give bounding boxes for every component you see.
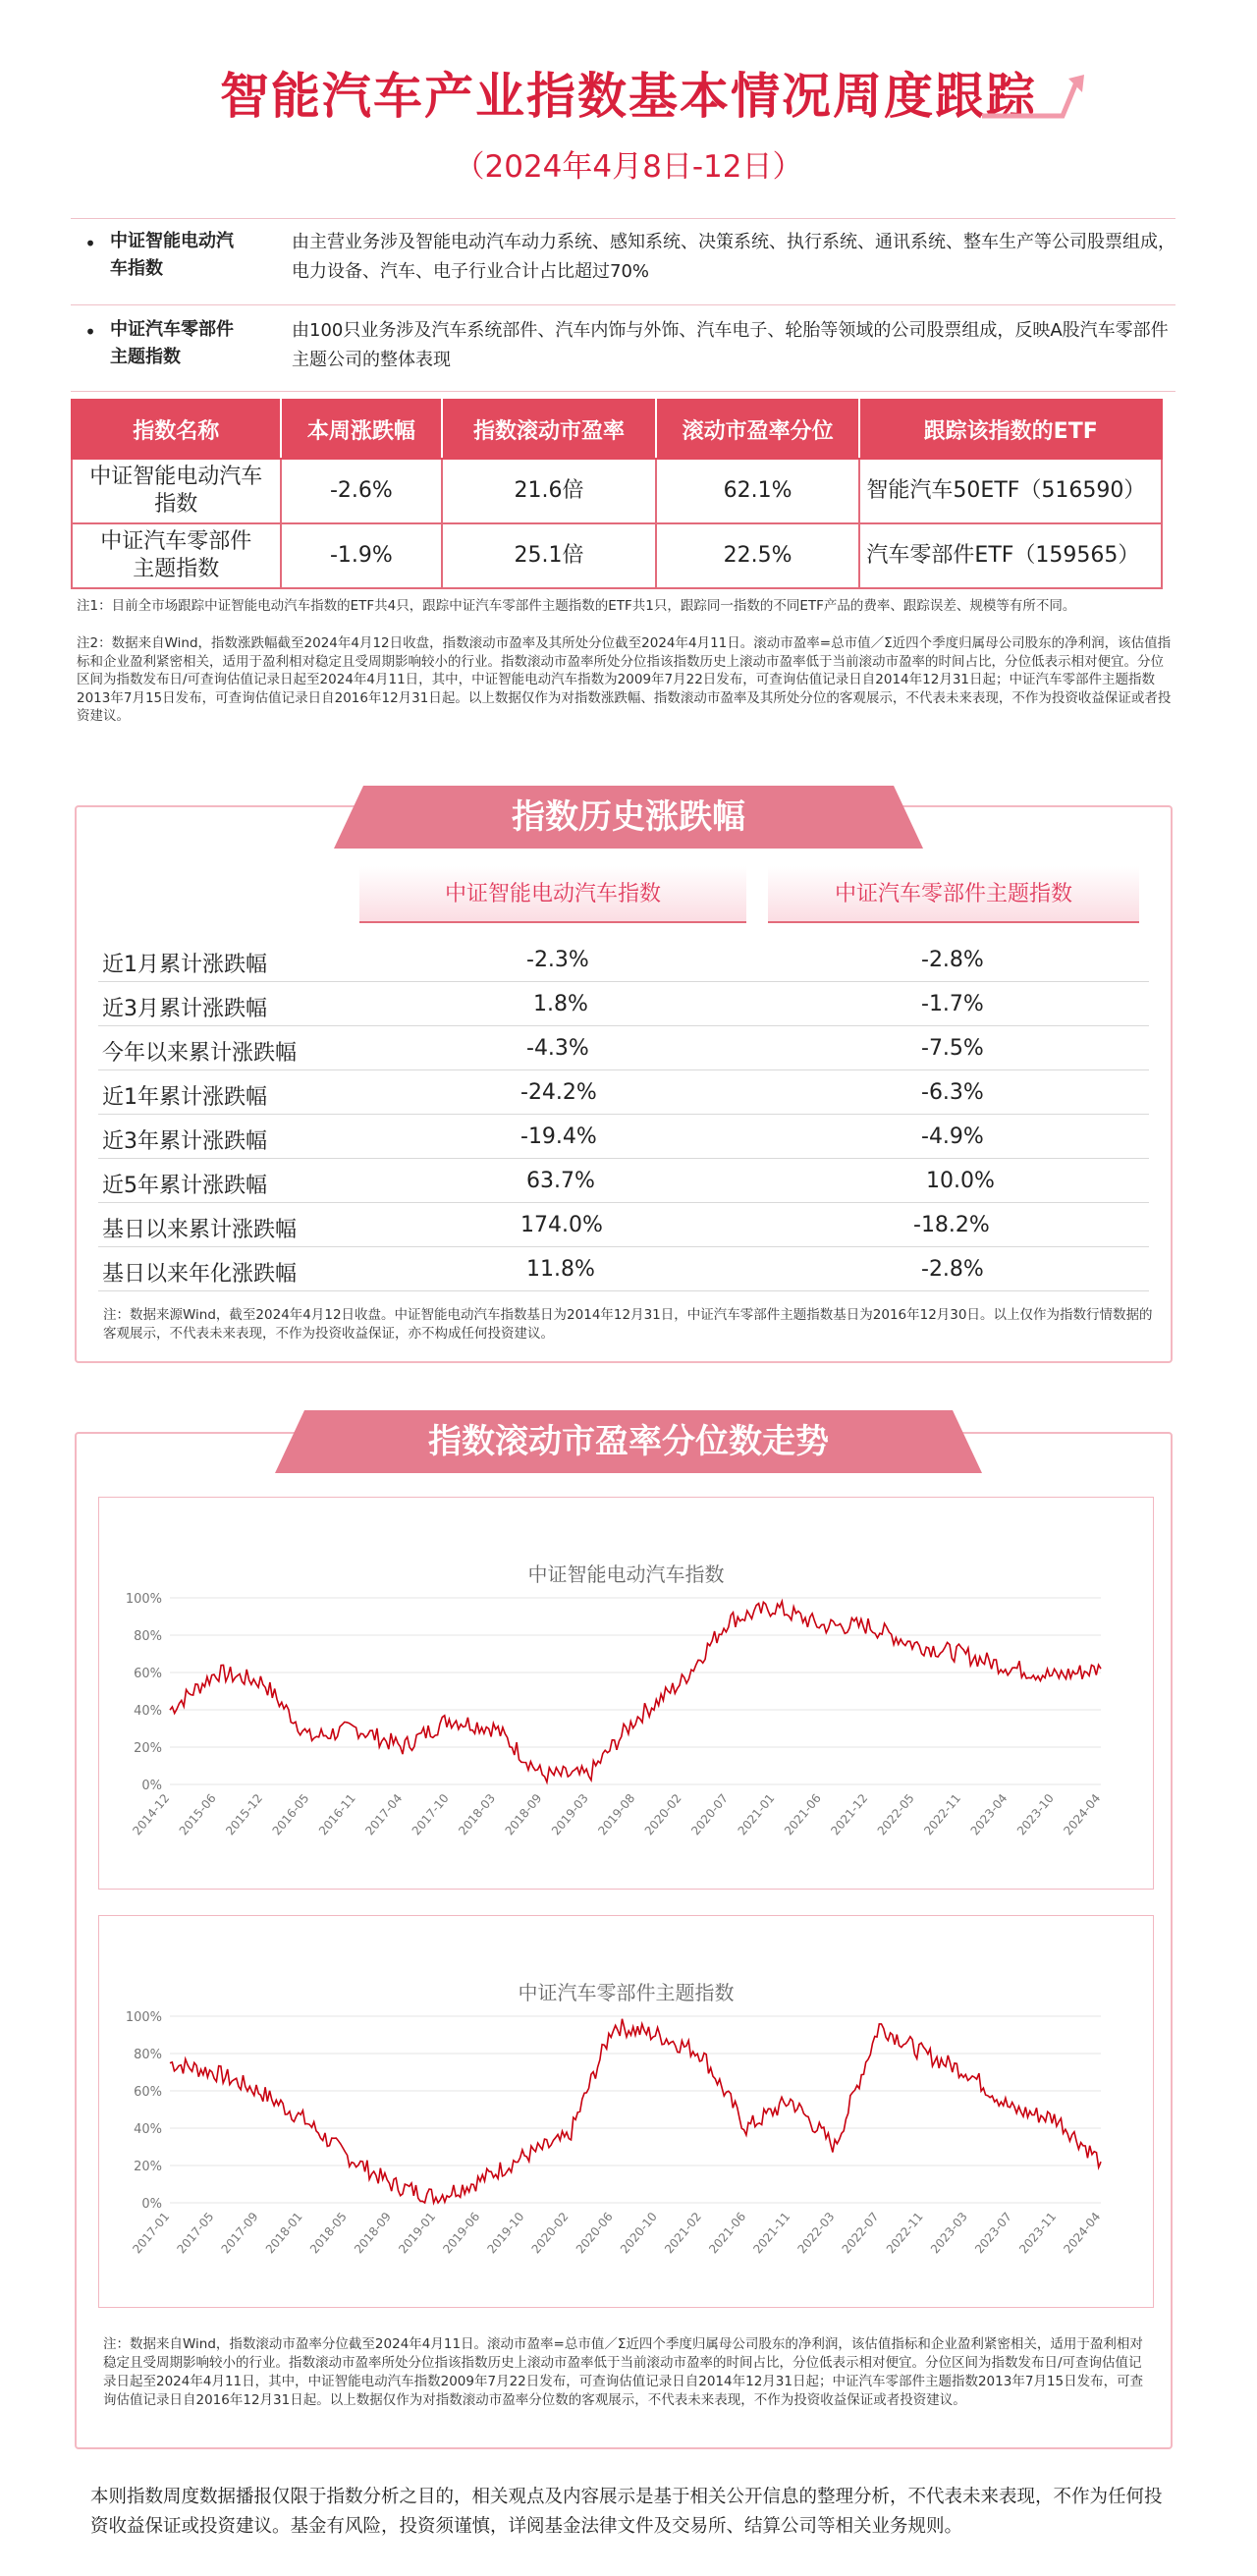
parts-value: -2.8% <box>921 1257 984 1282</box>
history-row <box>98 1115 1149 1159</box>
history-row <box>98 1159 1149 1203</box>
index-name: 中证汽车零部件 <box>110 319 234 340</box>
page-title: 智能汽车产业指数基本情况周度跟踪 <box>220 68 1037 125</box>
x-tick-label: 2024-04 <box>1061 1790 1104 1838</box>
y-tick-label: 40% <box>134 2122 162 2137</box>
x-tick-label: 2018-09 <box>502 1790 545 1838</box>
y-tick-label: 0% <box>141 2197 162 2212</box>
x-tick-label: 2019-10 <box>484 2209 527 2257</box>
pe-cell: 25.1倍 <box>442 523 656 588</box>
row-label: 近5年累计涨跌幅 <box>102 1174 267 1198</box>
pe-note: 注：数据来自Wind，指数滚动市盈率分位截至2024年4月11日。滚动市盈率=总市值／Σ近四个季度归属母公司股东的净利润，该估值指标和企业盈利紧密相关，适用于盈利相对稳定且受周期影响较小的行业。指数滚动市盈率所处分位指该指数历史上滚动市盈率低于当前滚动市盈率的时间占比，分位低表示相对便宜。分位区间为指数发布日/可查询估值记录日起至2024年4月11日，其中，中证智能电动汽车指数2009年7月22日发布，可查询估值记录日自2014年12月31日起；中证汽车零部件主题指数2013年7月15日发布，可查询估值记录日自2016年12月31日起。以上数据仅作为对指数滚动市盈率分位数的客观展示，不代表未来表现，不作为投资收益保证或者投资建议。 <box>103 2336 1144 2408</box>
chart-ev-pe-svg <box>99 1498 1155 1891</box>
table-row <box>72 523 1162 588</box>
y-tick-label: 20% <box>134 1741 162 1756</box>
table-row <box>72 459 1162 523</box>
divider <box>71 304 1175 305</box>
row-label: 今年以来累计涨跌幅 <box>102 1041 298 1066</box>
x-tick-label: 2022-07 <box>839 2209 882 2257</box>
divider <box>71 391 1175 392</box>
cell-text: 主题指数 <box>133 557 220 581</box>
cell-text: 中证汽车零部件 <box>100 529 252 554</box>
cell-text: 中证智能电动汽车 <box>89 465 263 489</box>
x-tick-label: 2015-12 <box>223 1790 266 1838</box>
note-1: 注1：目前全市场跟踪中证智能电动汽车指数的ETF共4只，跟踪中证汽车零部件主题指数的ETF共1只，跟踪同一指数的不同ETF产品的费率、跟踪误差、规模等有所不同。 <box>77 598 1076 614</box>
series-line <box>170 1602 1101 1782</box>
title-arrow-decoration <box>982 69 1090 128</box>
parts-value: -1.7% <box>921 992 984 1016</box>
index-name: 中证智能电动汽 <box>110 231 234 251</box>
x-tick-label: 2018-05 <box>306 2209 350 2257</box>
x-tick-label: 2021-06 <box>781 1790 824 1838</box>
chart-parts-pe-svg <box>99 1916 1155 2309</box>
index-name-cell <box>72 459 281 523</box>
x-tick-label: 2017-04 <box>362 1790 406 1838</box>
x-tick-label: 2020-02 <box>641 1790 684 1838</box>
chart-parts-pe <box>98 1915 1154 2308</box>
ev-value: -19.4% <box>520 1124 597 1149</box>
x-tick-label: 2021-11 <box>750 2209 793 2257</box>
x-tick-label: 2021-02 <box>662 2209 705 2257</box>
column-header: 跟踪该指数的ETF <box>859 400 1162 459</box>
x-tick-label: 2022-03 <box>794 2209 838 2257</box>
x-tick-label: 2017-10 <box>409 1790 452 1838</box>
bullet: • <box>84 232 96 255</box>
x-tick-label: 2019-01 <box>396 2209 439 2257</box>
page-subtitle: （2024年4月8日-12日） <box>454 149 803 185</box>
column-header: 滚动市盈率分位 <box>656 400 860 459</box>
index-name: 车指数 <box>110 258 163 279</box>
cell-text: 指数 <box>154 492 198 517</box>
row-label: 近3月累计涨跌幅 <box>102 997 267 1021</box>
index-name: 主题指数 <box>110 347 181 367</box>
pe-banner-title: 指数滚动市盈率分位数走势 <box>428 1422 829 1461</box>
ev-value: -2.3% <box>526 948 589 972</box>
x-tick-label: 2020-02 <box>528 2209 572 2257</box>
bullet: • <box>84 320 96 344</box>
ev-value: -4.3% <box>526 1036 589 1061</box>
ev-value: 63.7% <box>526 1169 595 1193</box>
history-row <box>98 1026 1149 1070</box>
row-label: 近3年累计涨跌幅 <box>102 1129 267 1154</box>
ev-value: 1.8% <box>533 992 588 1016</box>
parts-value: -4.9% <box>921 1124 984 1149</box>
history-col-header: 中证智能电动汽车指数 <box>359 866 746 923</box>
y-tick-label: 100% <box>125 2010 162 2025</box>
x-tick-label: 2017-09 <box>218 2209 261 2257</box>
row-label: 近1月累计涨跌幅 <box>102 953 267 977</box>
x-tick-label: 2020-07 <box>688 1790 732 1838</box>
y-tick-label: 80% <box>134 1629 162 1644</box>
y-tick-label: 60% <box>134 1667 162 1681</box>
x-tick-label: 2023-03 <box>927 2209 970 2257</box>
x-tick-label: 2018-03 <box>456 1790 499 1838</box>
divider <box>71 218 1175 219</box>
x-tick-label: 2015-06 <box>176 1790 219 1838</box>
y-tick-label: 100% <box>125 1592 162 1607</box>
x-tick-label: 2022-11 <box>883 2209 926 2257</box>
y-tick-label: 0% <box>141 1779 162 1793</box>
index-description-parts <box>71 316 1175 375</box>
history-row <box>98 982 1149 1026</box>
pe-percentile-cell: 62.1% <box>656 459 860 523</box>
x-tick-label: 2023-11 <box>1016 2209 1060 2257</box>
x-tick-label: 2020-06 <box>573 2209 616 2257</box>
x-tick-label: 2016-11 <box>315 1790 358 1838</box>
parts-value: -7.5% <box>921 1036 984 1061</box>
x-tick-label: 2019-06 <box>440 2209 483 2257</box>
history-row <box>98 1070 1149 1115</box>
y-tick-label: 60% <box>134 2085 162 2100</box>
index-description-text: 由100只业务涉及汽车系统部件、汽车内饰与外饰、汽车电子、轮胎等领域的公司股票组成，反映A股汽车零部件主题公司的整体表现 <box>292 320 1169 370</box>
x-tick-label: 2019-08 <box>595 1790 638 1838</box>
series-line <box>170 2019 1101 2203</box>
chart-title: 中证汽车零部件主题指数 <box>518 1981 735 2004</box>
history-banner-title: 指数历史涨跌幅 <box>512 797 745 837</box>
x-tick-label: 2021-01 <box>735 1790 778 1838</box>
x-tick-label: 2017-05 <box>174 2209 217 2257</box>
etf-cell: 汽车零部件ETF（159565） <box>859 523 1162 588</box>
x-tick-label: 2022-05 <box>874 1790 917 1838</box>
column-header: 指数名称 <box>72 400 281 459</box>
parts-value: -2.8% <box>921 948 984 972</box>
weekly-change-cell: -1.9% <box>281 523 443 588</box>
row-label: 基日以来累计涨跌幅 <box>102 1218 298 1242</box>
index-description-text: 由主营业务涉及智能电动汽车动力系统、感知系统、决策系统、执行系统、通讯系统、整车生产等公司股票组成，电力设备、汽车、电子行业合计占比超过70% <box>292 232 1175 282</box>
history-row <box>98 1203 1149 1247</box>
history-row <box>98 938 1149 982</box>
history-col-header: 中证汽车零部件主题指数 <box>768 866 1139 923</box>
x-tick-label: 2023-04 <box>967 1790 1011 1838</box>
footer-disclaimer: 本则指数周度数据播报仅限于指数分析之目的，相关观点及内容展示是基于相关公开信息的整理分析，不代表未来表现，不作为任何投资收益保证或投资建议。基金有风险，投资须谨慎，详阅基金法律文件及交易所、结算公司等相关业务规则。 <box>90 2487 1163 2537</box>
y-tick-label: 80% <box>134 2048 162 2062</box>
x-tick-label: 2018-01 <box>262 2209 305 2257</box>
etf-cell: 智能汽车50ETF（516590） <box>859 459 1162 523</box>
x-tick-label: 2016-05 <box>269 1790 312 1838</box>
x-tick-label: 2021-12 <box>828 1790 871 1838</box>
pe-percentile-cell: 22.5% <box>656 523 860 588</box>
x-tick-label: 2019-03 <box>548 1790 591 1838</box>
history-row <box>98 1247 1149 1291</box>
x-tick-label: 2021-06 <box>706 2209 749 2257</box>
ev-value: -24.2% <box>520 1080 597 1105</box>
x-tick-label: 2018-09 <box>352 2209 395 2257</box>
chart-ev-pe <box>98 1497 1154 1890</box>
y-tick-label: 20% <box>134 2160 162 2174</box>
x-tick-label: 2024-04 <box>1061 2209 1104 2257</box>
column-header: 指数滚动市盈率 <box>442 400 656 459</box>
history-note: 注：数据来源Wind，截至2024年4月12日收盘。中证智能电动汽车指数基日为2014年12月31日，中证汽车零部件主题指数基日为2016年12月30日。以上仅作为指数行情数据的客观展示，不代表未来表现，不作为投资收益保证，亦不构成任何投资建议。 <box>103 1307 1153 1342</box>
x-tick-label: 2023-10 <box>1013 1790 1057 1838</box>
x-tick-label: 2023-07 <box>972 2209 1015 2257</box>
x-tick-label: 2020-10 <box>617 2209 660 2257</box>
chart-title: 中证智能电动汽车指数 <box>527 1562 725 1586</box>
index-description-ev <box>71 228 1175 287</box>
ev-value: 174.0% <box>520 1213 603 1237</box>
ev-value: 11.8% <box>526 1257 595 1282</box>
x-tick-label: 2017-01 <box>130 2209 173 2257</box>
note-2: 注2：数据来自Wind，指数涨跌幅截至2024年4月12日收盘，指数滚动市盈率及其所处分位截至2024年4月11日。滚动市盈率=总市值／Σ近四个季度归属母公司股东的净利润，该估值指标和企业盈利紧密相关，适用于盈利相对稳定且受周期影响较小的行业。指数滚动市盈率所处分位指该指数历史上滚动市盈率低于当前滚动市盈率的时间占比，分位低表示相对便宜。分位区间为指数发布日/可查询估值记录日起至2024年4月11日，其中，中证智能电动汽车指数为2009年7月22日发布，可查询估值记录日自2014年12月31日起；中证汽车零部件主题指数2013年7月15日发布，可查询估值记录日自2016年12月31日起。以上数据仅作为对指数涨跌幅、指数滚动市盈率及其所处分位的客观展示，不代表未来表现，不作为投资收益保证或者投资建议。 <box>77 635 1172 724</box>
weekly-change-cell: -2.6% <box>281 459 443 523</box>
x-tick-label: 2022-11 <box>921 1790 964 1838</box>
column-header: 本周涨跌幅 <box>281 400 443 459</box>
index-name-cell <box>72 523 281 588</box>
y-tick-label: 40% <box>134 1704 162 1719</box>
row-label: 基日以来年化涨跌幅 <box>102 1262 298 1287</box>
parts-value: -6.3% <box>921 1080 984 1105</box>
pe-cell: 21.6倍 <box>442 459 656 523</box>
index-summary-table <box>71 399 1163 589</box>
parts-value: -18.2% <box>913 1213 990 1237</box>
x-tick-label: 2014-12 <box>130 1790 173 1838</box>
parts-value: 10.0% <box>926 1169 995 1193</box>
row-label: 近1年累计涨跌幅 <box>102 1085 267 1110</box>
